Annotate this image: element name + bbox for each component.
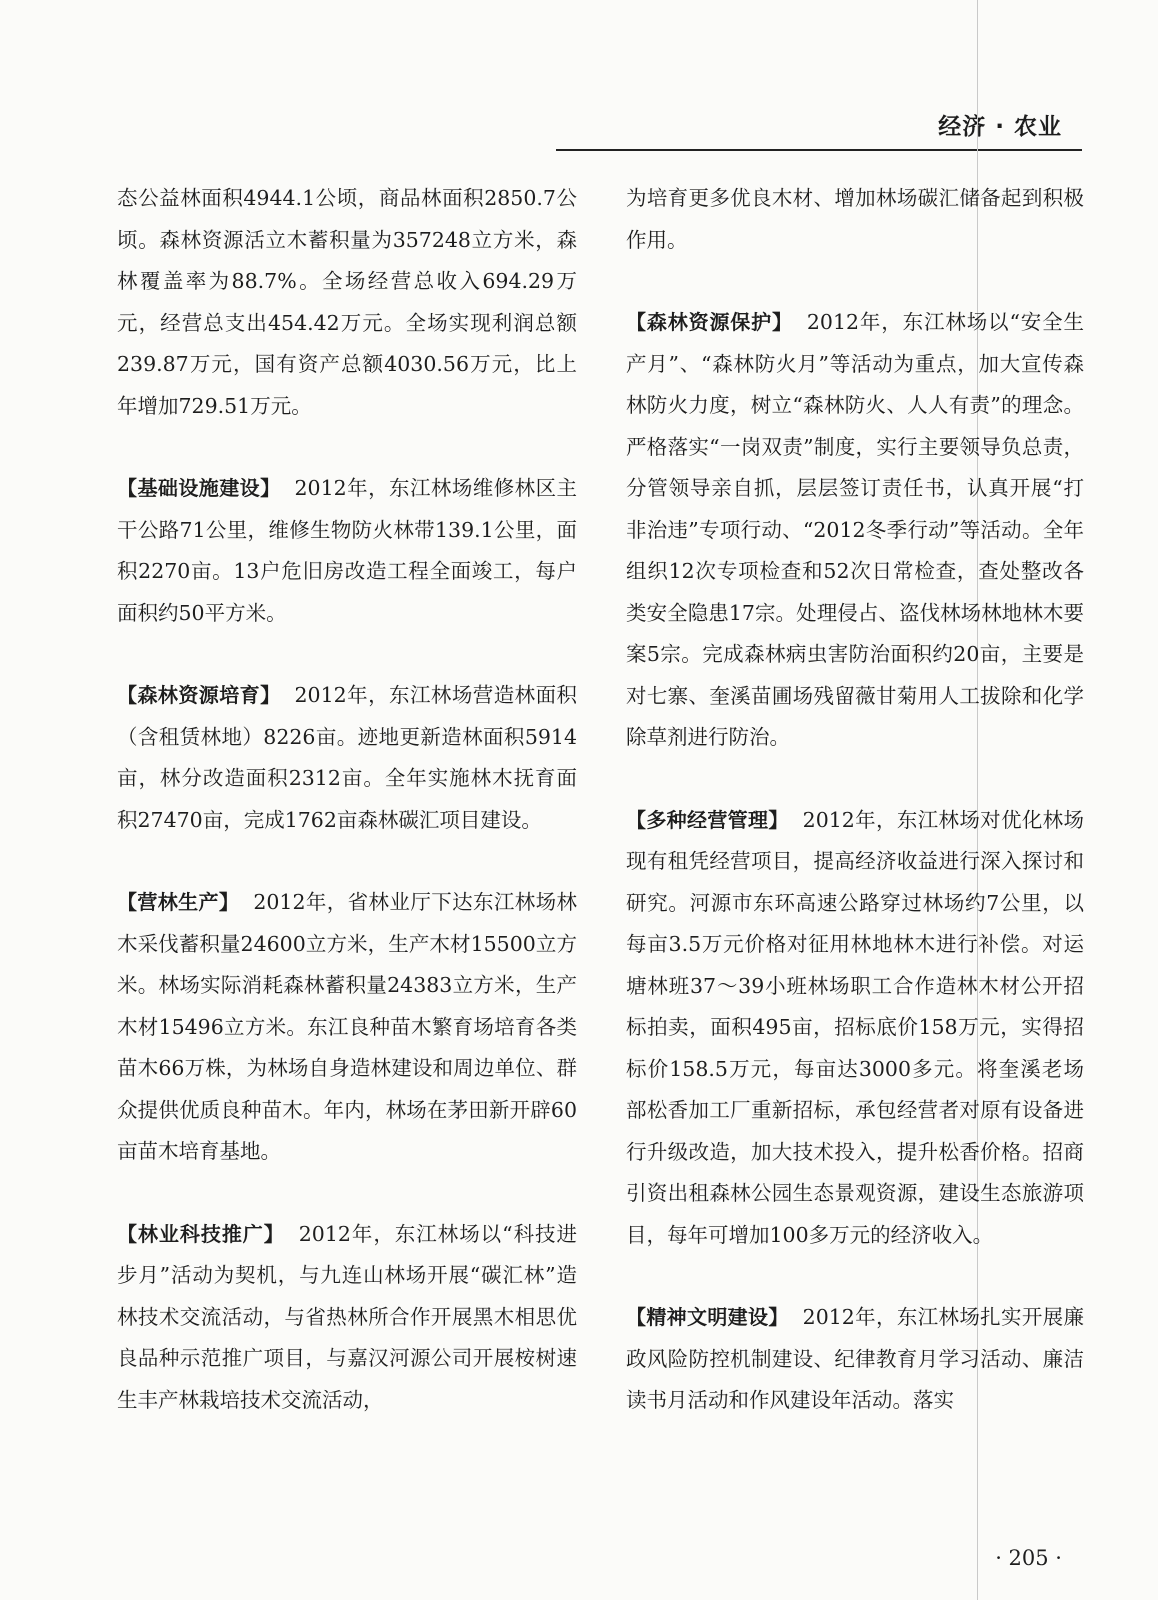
section-infrastructure [117, 468, 577, 634]
section-body: 2012年，东江林场对优化林场现有租凭经营项目，提高经济收益进行深入探讨和研究。河源市东环高速公路穿过林场约7公里，以每亩3.5万元价格对征用林地林木进行补偿。对运塘林班37～39小班林场职工合作造林木材公开招标拍卖，面积495亩，招标底价158万元，实得招标价158.5万元，每亩达3000多元。将奎溪老场部松香加工厂重新招标，承包经营者对原有设备进行升级改造，加大技术投入，提升松香价格。招商引资出租森林公园生态景观资源，建设生态旅游项目，每年可增加100多万元的经济收入。 [626, 807, 1085, 1247]
section-heading: 【精神文明建设】 [626, 1305, 789, 1329]
section-heading: 【多种经营管理】 [626, 807, 789, 832]
section-body: 2012年，东江林场以“安全生产月”、“森林防火月”等活动为重点，加大宣传森林防火力度，树立“森林防火、人人有责”的理念。严格落实“一岗双责”制度，实行主要领导负总责，分管领导亲自抓，层层签订责任书，认真开展“打非治违”专项行动、“2012冬季行动”等活动。全年组织12次专项检查和52次日常检查，查处整改各类安全隐患17宗。处理侵占、盗伐林场林地林木要案5宗。完成森林病虫害防治面积约20亩，主要是对七寨、奎溪苗圃场残留薇甘菊用人工拔除和化学除草剂进行防治。 [626, 310, 1085, 749]
section-forest-cultivation [117, 675, 577, 841]
section-body: 2012年，东江林场维修林区主干公路71公里，维修生物防火林带139.1公里，面积2270亩。13户危旧房改造工程全面竣工，每户面积约50平方米。 [117, 476, 578, 625]
section-spiritual-civilization [626, 1297, 1084, 1422]
section-tech-promotion [117, 1214, 577, 1422]
right-column [626, 178, 1084, 1422]
section-heading: 【林业科技推广】 [117, 1221, 285, 1246]
continuation-paragraph: 为培育更多优良木材、增加林场碳汇储备起到积极作用。 [626, 186, 1084, 252]
section-heading: 【营林生产】 [117, 890, 240, 914]
section-heading: 【森林资源培育】 [117, 683, 281, 707]
section-heading: 【基础设施建设】 [117, 476, 281, 500]
section-forest-production [117, 882, 577, 1173]
section-body: 2012年，东江林场营造林面积（含租赁林地）8226亩。迹地更新造林面积5914亩，林分改造面积2312亩。全年实施林木抚育面积27470亩，完成1762亩森林碳汇项目建设。 [117, 683, 578, 832]
page-number: · 205 · [995, 1546, 1062, 1570]
intro-paragraph: 态公益林面积4944.1公顷，商品林面积2850.7公顷。森林资源活立木蓄积量为357248立方米，森林覆盖率为88.7%。全场经营总收入694.29万元，经营总支出454.42万元。全场实现利润总额239.87万元，国有资产总额4030.56万元，比上年增加729.51万元。 [117, 186, 577, 418]
section-title: 经济 · 农业 [938, 114, 1062, 140]
section-body: 2012年，东江林场扎实开展廉政风险防控机制建设、纪律教育月学习活动、廉洁读书月活动和作风建设年活动。落实 [626, 1305, 1085, 1412]
section-heading: 【森林资源保护】 [626, 310, 793, 334]
section-forest-protection [626, 302, 1084, 759]
section-body: 2012年，东江林场以“科技进步月”活动为契机，与九连山林场开展“碳汇林”造林技术交流活动，与省热林所合作开展黑木相思优良品种示范推广项目，与嘉汉河源公司开展桉树速生丰产林栽培技术交流活动， [117, 1221, 578, 1412]
section-body: 2012年，省林业厅下达东江林场林木采伐蓄积量24600立方米，生产木材15500立方米。林场实际消耗森林蓄积量24383立方米，生产木材15496立方米。东江良种苗木繁育场培育各类苗木66万株，为林场自身造林建设和周边单位、群众提供优质良种苗木。年内，林场在茅田新开辟60亩苗木培育基地。 [117, 890, 578, 1163]
header-rule [556, 149, 1082, 151]
left-column [117, 178, 577, 1421]
section-diversified-operations [626, 800, 1084, 1257]
